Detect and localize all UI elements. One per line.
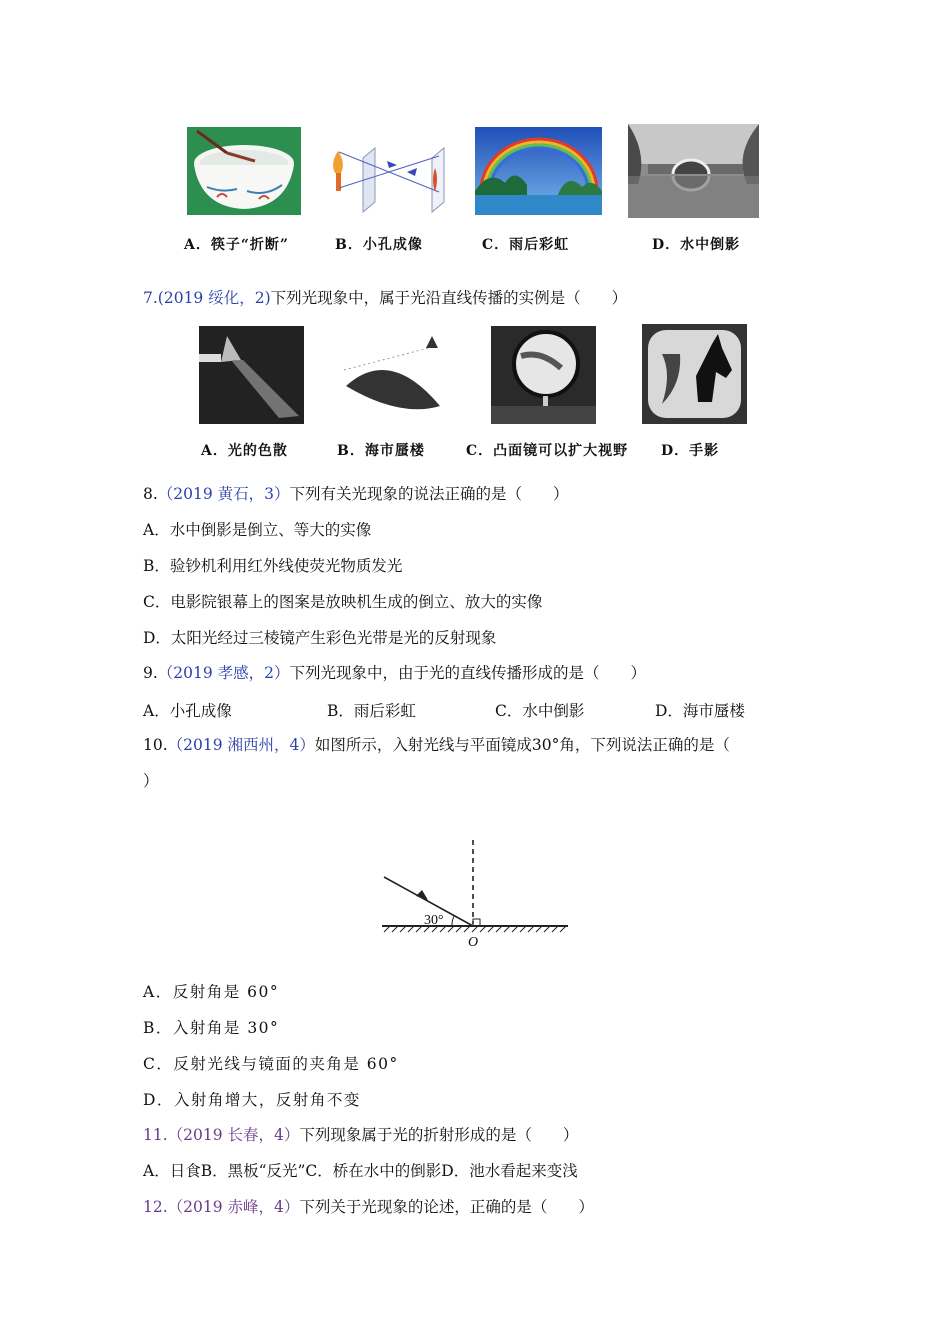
- image-bridge-reflection: [628, 124, 759, 218]
- point-o-label: O: [468, 935, 479, 950]
- q8-option-d: D．太阳光经过三棱镜产生彩色光带是光的反射现象: [143, 629, 497, 647]
- q7-source: (2019 绥化，2): [157, 289, 271, 307]
- q6-caption-c: C．雨后彩虹: [482, 237, 570, 253]
- q7-caption-d: D．手影: [661, 443, 720, 459]
- q10-option-d: D．入射角增大，反射角不变: [143, 1091, 361, 1109]
- image-chopsticks-bowl: [187, 127, 301, 215]
- q9-source: （2019 孝感，2）: [157, 664, 290, 682]
- mirror-reflection-diagram: [376, 836, 576, 951]
- q7-caption-a: A．光的色散: [201, 443, 288, 459]
- q6-caption-b: B．小孔成像: [335, 237, 423, 253]
- q10-option-b: B．入射角是 30°: [143, 1019, 280, 1037]
- question-10: [143, 735, 730, 755]
- image-light-dispersion: [199, 326, 304, 424]
- q11-source: （2019 长春，4）: [167, 1126, 300, 1144]
- q7-number: 7.: [143, 289, 158, 307]
- q10-number: 10.: [143, 736, 168, 754]
- q8-source: （2019 黄石，3）: [157, 485, 290, 503]
- q11-number: 11.: [143, 1126, 168, 1144]
- angle-label: 30°: [424, 913, 444, 928]
- question-11: [143, 1125, 578, 1145]
- q8-option-c: C．电影院银幕上的图案是放映机生成的倒立、放大的实像: [143, 593, 543, 611]
- q7-text: 下列光现象中，属于光沿直线传播的实例是（ ）: [270, 289, 628, 307]
- q9-option-a: A．小孔成像: [143, 702, 232, 720]
- q11-options: A．日食B．黑板“反光”C．桥在水中的倒影D．池水看起来变浅: [143, 1162, 578, 1180]
- q8-option-a: A．水中倒影是倒立、等大的实像: [143, 521, 372, 539]
- question-12: [143, 1197, 594, 1217]
- q10-source: （2019 湘西州，4）: [167, 736, 315, 754]
- question-7: [143, 288, 627, 308]
- q9-option-b: B．雨后彩虹: [327, 702, 416, 720]
- q8-option-b: B．验钞机利用红外线使荧光物质发光: [143, 557, 403, 575]
- q12-text: 下列关于光现象的论述，正确的是（ ）: [299, 1198, 594, 1216]
- q10-text-continued: ）: [143, 772, 159, 790]
- q11-text: 下列现象属于光的折射形成的是（ ）: [299, 1126, 579, 1144]
- q12-source: （2019 赤峰，4）: [167, 1198, 300, 1216]
- q10-text: 如图所示，入射光线与平面镜成30°角，下列说法正确的是（: [314, 736, 730, 754]
- q6-caption-d: D．水中倒影: [652, 237, 741, 253]
- image-convex-mirror: [491, 326, 596, 424]
- q9-option-c: C．水中倒影: [495, 702, 585, 720]
- q7-caption-b: B．海市蜃楼: [337, 443, 425, 459]
- q8-number: 8.: [143, 485, 158, 503]
- image-rainbow: [475, 127, 602, 215]
- question-8: [143, 484, 569, 504]
- q8-text: 下列有关光现象的说法正确的是（ ）: [289, 485, 569, 503]
- q12-number: 12.: [143, 1198, 168, 1216]
- q10-option-c: C．反射光线与镜面的夹角是 60°: [143, 1055, 399, 1073]
- q9-option-d: D．海市蜃楼: [655, 702, 745, 720]
- q9-number: 9.: [143, 664, 158, 682]
- image-mirage: [340, 326, 445, 424]
- q9-text: 下列光现象中，由于光的直线传播形成的是（ ）: [289, 664, 647, 682]
- image-pinhole-camera: [327, 128, 451, 216]
- q7-caption-c: C．凸面镜可以扩大视野: [466, 443, 629, 459]
- question-9: [143, 663, 646, 683]
- image-shadow-hand: [642, 324, 747, 424]
- q10-option-a: A．反射角是 60°: [143, 983, 280, 1001]
- q6-caption-a: A．筷子“折断”: [184, 237, 289, 253]
